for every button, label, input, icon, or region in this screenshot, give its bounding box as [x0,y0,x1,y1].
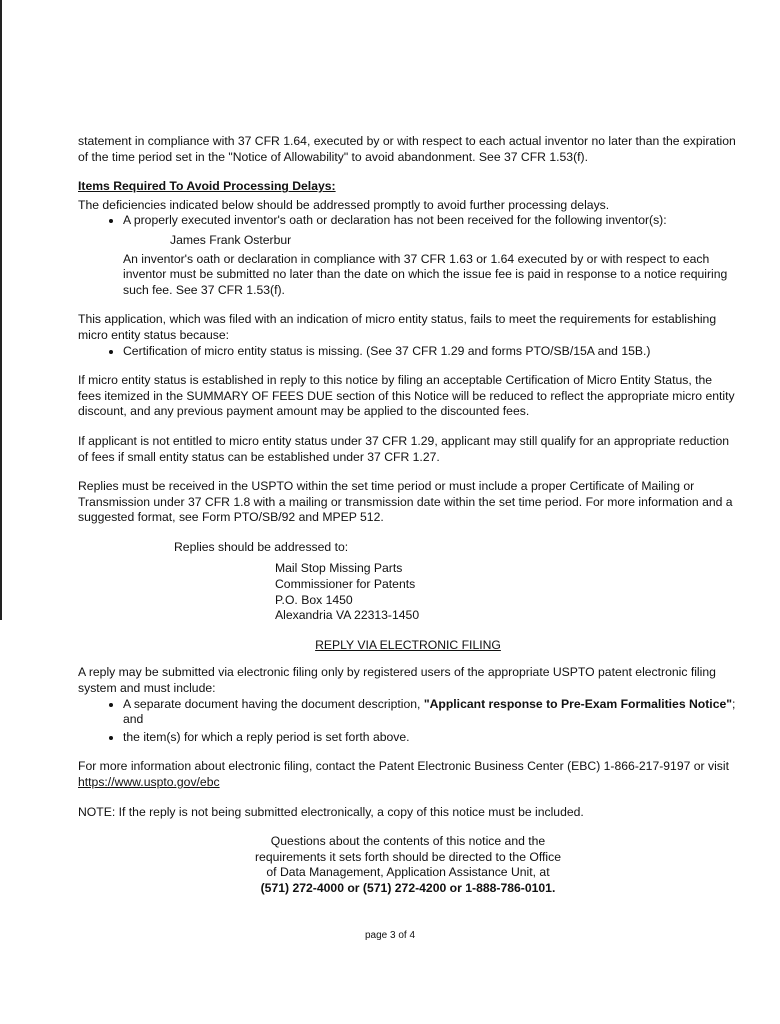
electronic-filing-list [78,697,738,746]
micro-established-paragraph: If micro entity status is established in reply to this notice by filing an acceptable Certification of Micro Entity Status, the fees itemized in the SUMMARY OF FEES DUE section of this Notice will be reduced to reflect the appropriate micro entity discount, and any previous payment amount may be applied to the discounted fees. [78,373,735,419]
address-line: Alexandria VA 22313-1450 [275,608,420,623]
micro-entity-paragraph: This application, which was filed with an indication of micro entity status, fails to meet the requirements for establishing micro entity status because: [78,312,717,342]
certification-bullet: • Certification of micro entity status is missing. (See 37 CFR 1.29 and forms PTO/SB/15A and 15B.) [123,344,738,360]
micro-entity-list [78,344,738,360]
address-line: P.O. Box 1450 [275,592,353,607]
document-description: "Applicant response to Pre-Exam Formalities Notice" [423,696,733,711]
ebc-link[interactable]: https://www.uspto.gov/ebc [78,775,220,789]
document-bullet [123,697,738,728]
oath-detail-paragraph: An inventor's oath or declaration in compliance with 37 CFR 1.63 or 1.64 executed by or with respect to each inventor must be submitted no later than the date on which the issue fee is paid in response to a notice requiring such fee. See 37 CFR 1.53(f). [123,251,728,297]
electronic-filing-paragraph: A reply may be submitted via electronic filing only by registered users of the appropriate USPTO patent electronic filing system and must include: [78,665,716,696]
document-bullet-post: ; and [123,696,736,727]
questions-line: of Data Management, Application Assistance Unit, at [266,865,550,880]
replies-paragraph: Replies must be received in the USPTO within the set time period or must include a proper Certificate of Mailing or Transmission under 37 CFR 1.8 with a mailing or transmission date within the set time period. For more information and a suggested format, see Form PTO/SB/92 and MPEP 512. [78,479,733,525]
phone-numbers: (571) 272-4000 or (571) 272-4200 or 1-888-786-0101. [260,880,556,895]
oath-bullet: • A properly executed inventor's oath or declaration has not been received for the following inventor(s): [123,213,738,229]
scan-edge-line [0,0,2,620]
page-number: page 3 of 4 [364,930,416,941]
document-bullet-pre: A separate document having the document description, [123,696,424,711]
address-intro: Replies should be addressed to: [174,539,349,554]
ebc-paragraph [78,759,738,790]
electronic-filing-title: REPLY VIA ELECTRONIC FILING [315,637,501,652]
questions-line: requirements it sets forth should be directed to the Office [255,849,561,864]
address-line: Commissioner for Patents [275,577,416,592]
oath-statement-paragraph: statement in compliance with 37 CFR 1.64, executed by or with respect to each actual inventor no later than the expiration of the time period set in the "Notice of Allowability" to avoid abandonment. See 37 CFR 1.53(f). [78,134,736,164]
ebc-text: For more information about electronic filing, contact the Patent Electronic Business Center (EBC) 1-866-217-9197 or visit [78,759,729,774]
questions-block [228,834,588,896]
deficiencies-paragraph: The deficiencies indicated below should be addressed promptly to avoid further processing delays. [78,197,610,212]
mailing-address [275,561,738,623]
items-required-heading: Items Required To Avoid Processing Delays: [78,179,336,194]
notice-page [78,134,738,897]
deficiency-list [78,213,738,229]
address-line: Mail Stop Missing Parts [275,561,403,576]
questions-line: Questions about the contents of this notice and the [270,834,546,849]
not-entitled-paragraph: If applicant is not entitled to micro entity status under 37 CFR 1.29, applicant may still qualify for an appropriate reduction of fees if small entity status can be established under 37 CFR 1.27. [78,433,730,464]
inventor-name: James Frank Osterbur [170,232,292,247]
items-bullet: • the item(s) for which a reply period is set forth above. [123,730,738,746]
note-paragraph: NOTE: If the reply is not being submitted electronically, a copy of this notice must be included. [78,804,584,819]
